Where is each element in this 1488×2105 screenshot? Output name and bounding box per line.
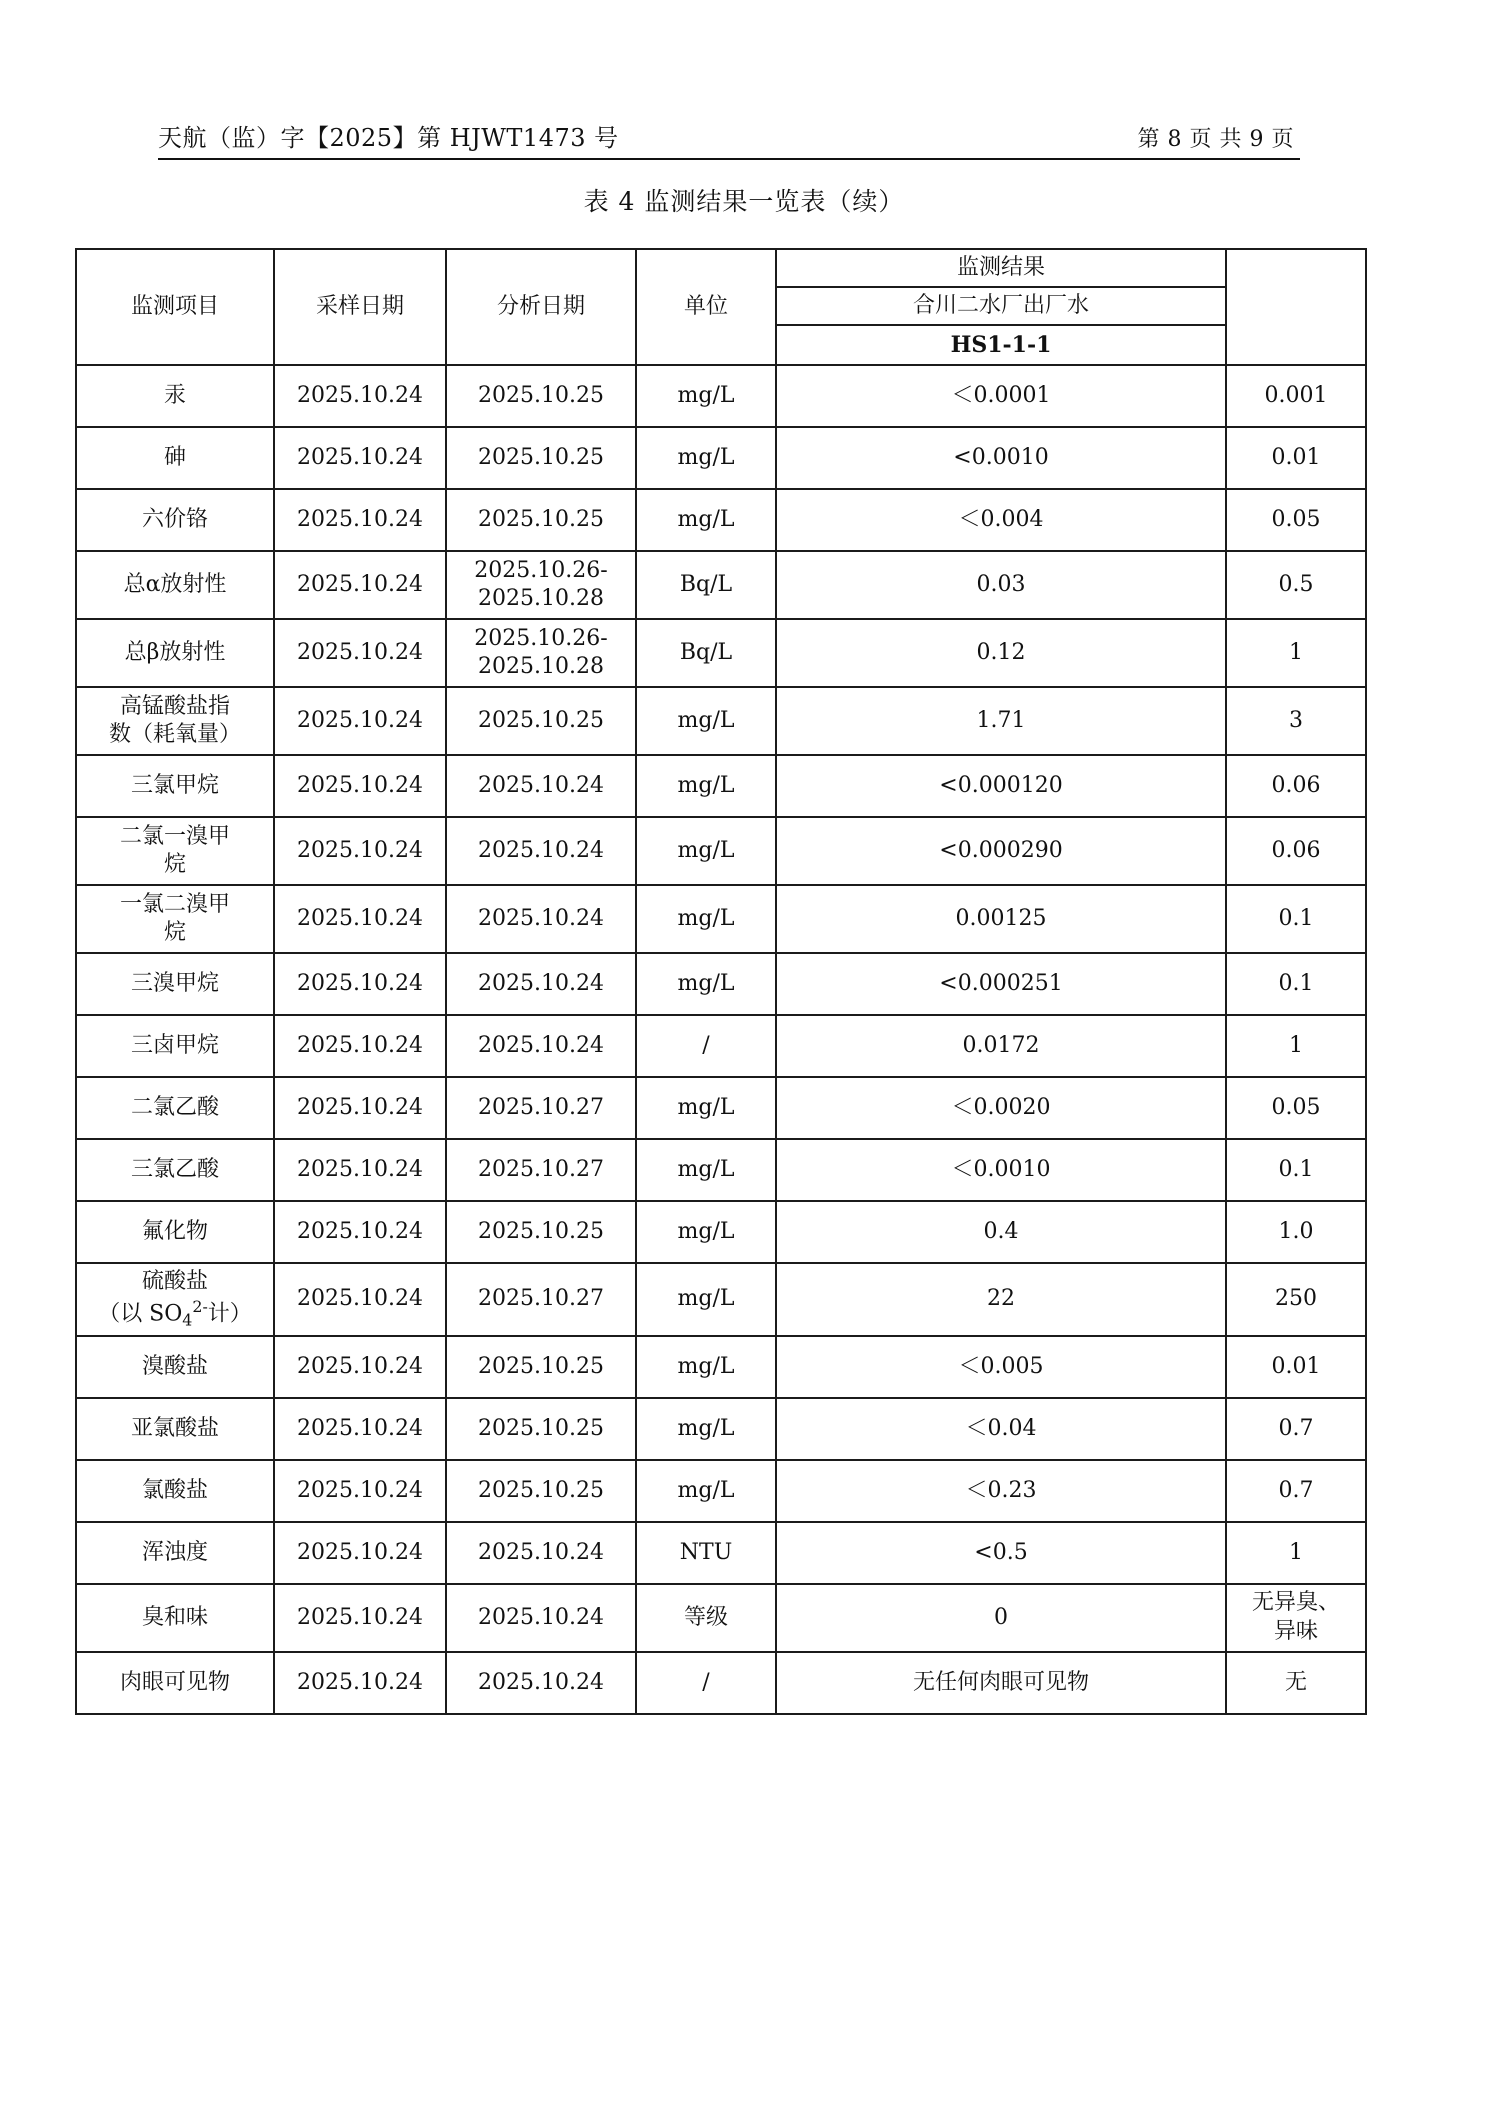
- cell-item: 砷: [76, 427, 274, 489]
- cell-analysis-date: 2025.10.24: [446, 1652, 636, 1714]
- cell-item: 高锰酸盐指 数（耗氧量）: [76, 687, 274, 755]
- table-row: [76, 687, 1366, 755]
- cell-result: 1.71: [776, 687, 1226, 755]
- cell-analysis-date: 2025.10.25: [446, 365, 636, 427]
- result-group-title: 监测结果: [777, 250, 1225, 288]
- cell-item: 亚氯酸盐: [76, 1398, 274, 1460]
- column-header-item: 监测项目: [76, 249, 274, 365]
- table-row: [76, 1077, 1366, 1139]
- cell-unit: mg/L: [636, 1201, 776, 1263]
- cell-unit: mg/L: [636, 755, 776, 817]
- cell-analysis-date: 2025.10.27: [446, 1139, 636, 1201]
- cell-analysis-date: 2025.10.27: [446, 1263, 636, 1335]
- cell-limit: 0.01: [1226, 1336, 1366, 1398]
- cell-result: ＜0.04: [776, 1398, 1226, 1460]
- cell-analysis-date: 2025.10.24: [446, 885, 636, 953]
- cell-item: 三溴甲烷: [76, 953, 274, 1015]
- cell-unit: Bq/L: [636, 619, 776, 687]
- cell-sample-date: 2025.10.24: [274, 1522, 446, 1584]
- cell-sample-date: 2025.10.24: [274, 1139, 446, 1201]
- cell-limit: 1: [1226, 1015, 1366, 1077]
- cell-result: ＜0.0010: [776, 1139, 1226, 1201]
- cell-analysis-date: 2025.10.25: [446, 1460, 636, 1522]
- cell-limit: 1.0: [1226, 1201, 1366, 1263]
- cell-result: <0.0010: [776, 427, 1226, 489]
- cell-item: 三卤甲烷: [76, 1015, 274, 1077]
- cell-sample-date: 2025.10.24: [274, 817, 446, 885]
- cell-sample-date: 2025.10.24: [274, 1077, 446, 1139]
- cell-result: ＜0.004: [776, 489, 1226, 551]
- cell-limit: 1: [1226, 1522, 1366, 1584]
- cell-sample-date: 2025.10.24: [274, 755, 446, 817]
- cell-analysis-date: 2025.10.24: [446, 817, 636, 885]
- cell-analysis-date: 2025.10.24: [446, 1584, 636, 1652]
- cell-item: 浑浊度: [76, 1522, 274, 1584]
- cell-unit: /: [636, 1015, 776, 1077]
- cell-limit: 0.05: [1226, 489, 1366, 551]
- table-row: [76, 1398, 1366, 1460]
- cell-result: 0.12: [776, 619, 1226, 687]
- cell-limit: 0.7: [1226, 1460, 1366, 1522]
- table-row: [76, 755, 1366, 817]
- column-header-analysis-date: 分析日期: [446, 249, 636, 365]
- cell-sample-date: 2025.10.24: [274, 619, 446, 687]
- cell-item: 三氯甲烷: [76, 755, 274, 817]
- cell-sample-date: 2025.10.24: [274, 1263, 446, 1335]
- result-group-code: HS1-1-1: [950, 332, 1052, 359]
- cell-item: 总β放射性: [76, 619, 274, 687]
- table-row: [76, 1522, 1366, 1584]
- cell-item: 一氯二溴甲 烷: [76, 885, 274, 953]
- cell-result: 0: [776, 1584, 1226, 1652]
- result-group-subtitle: 合川二水厂出厂水: [777, 288, 1225, 326]
- column-header-sample-date: 采样日期: [274, 249, 446, 365]
- table-row: [76, 817, 1366, 885]
- cell-analysis-date: 2025.10.24: [446, 755, 636, 817]
- cell-item: 肉眼可见物: [76, 1652, 274, 1714]
- cell-item: 二氯一溴甲 烷: [76, 817, 274, 885]
- cell-limit: 0.01: [1226, 427, 1366, 489]
- cell-result: ＜0.0020: [776, 1077, 1226, 1139]
- table-row: [76, 619, 1366, 687]
- cell-limit: 250: [1226, 1263, 1366, 1335]
- cell-limit: 无: [1226, 1652, 1366, 1714]
- table-row: [76, 1201, 1366, 1263]
- cell-sample-date: 2025.10.24: [274, 365, 446, 427]
- cell-result: 0.0172: [776, 1015, 1226, 1077]
- cell-sample-date: 2025.10.24: [274, 687, 446, 755]
- cell-item: 二氯乙酸: [76, 1077, 274, 1139]
- table-row: [76, 1139, 1366, 1201]
- document-code: 天航（监）字【2025】第 HJWT1473 号: [158, 124, 619, 152]
- cell-sample-date: 2025.10.24: [274, 1652, 446, 1714]
- table-row: [76, 1263, 1366, 1335]
- cell-unit: mg/L: [636, 953, 776, 1015]
- table-body: [76, 365, 1366, 1713]
- cell-unit: 等级: [636, 1584, 776, 1652]
- cell-unit: mg/L: [636, 365, 776, 427]
- cell-sample-date: 2025.10.24: [274, 1460, 446, 1522]
- cell-limit: 0.5: [1226, 551, 1366, 619]
- cell-sample-date: 2025.10.24: [274, 953, 446, 1015]
- results-table-container: [75, 248, 1365, 1715]
- cell-analysis-date: 2025.10.25: [446, 489, 636, 551]
- table-row: [76, 885, 1366, 953]
- cell-item: 硫酸盐 （以 $SO_4^{2-}$计）: [76, 1263, 274, 1335]
- cell-sample-date: 2025.10.24: [274, 1584, 446, 1652]
- column-header-unit: 单位: [636, 249, 776, 365]
- cell-item: 六价铬: [76, 489, 274, 551]
- cell-unit: mg/L: [636, 489, 776, 551]
- table-row: [76, 365, 1366, 427]
- cell-result: 无任何肉眼可见物: [776, 1652, 1226, 1714]
- cell-result: ＜0.0001: [776, 365, 1226, 427]
- cell-unit: mg/L: [636, 1398, 776, 1460]
- cell-analysis-date: 2025.10.25: [446, 1336, 636, 1398]
- cell-unit: NTU: [636, 1522, 776, 1584]
- header-divider: [158, 158, 1300, 160]
- table-row: [76, 953, 1366, 1015]
- cell-result: 0.4: [776, 1201, 1226, 1263]
- cell-limit: 1: [1226, 619, 1366, 687]
- cell-result: ＜0.23: [776, 1460, 1226, 1522]
- cell-result: 0.03: [776, 551, 1226, 619]
- cell-item: 汞: [76, 365, 274, 427]
- cell-item: 氯酸盐: [76, 1460, 274, 1522]
- cell-limit: 0.1: [1226, 953, 1366, 1015]
- cell-sample-date: 2025.10.24: [274, 489, 446, 551]
- cell-unit: mg/L: [636, 1263, 776, 1335]
- cell-sample-date: 2025.10.24: [274, 551, 446, 619]
- cell-sample-date: 2025.10.24: [274, 1015, 446, 1077]
- cell-unit: mg/L: [636, 817, 776, 885]
- cell-limit: 0.06: [1226, 755, 1366, 817]
- table-row: [76, 1015, 1366, 1077]
- cell-analysis-date: 2025.10.27: [446, 1077, 636, 1139]
- table-row: [76, 489, 1366, 551]
- cell-limit: 0.06: [1226, 817, 1366, 885]
- cell-result: <0.000120: [776, 755, 1226, 817]
- cell-sample-date: 2025.10.24: [274, 1201, 446, 1263]
- cell-item: 总α放射性: [76, 551, 274, 619]
- page-number: 第 8 页 共 9 页: [1137, 127, 1294, 152]
- column-header-limit: [1226, 249, 1366, 365]
- cell-limit: 无异臭、 异味: [1226, 1584, 1366, 1652]
- cell-unit: mg/L: [636, 687, 776, 755]
- cell-item: 三氯乙酸: [76, 1139, 274, 1201]
- cell-item: 氟化物: [76, 1201, 274, 1263]
- cell-unit: mg/L: [636, 1460, 776, 1522]
- cell-item: 臭和味: [76, 1584, 274, 1652]
- cell-limit: 3: [1226, 687, 1366, 755]
- cell-result: ＜0.005: [776, 1336, 1226, 1398]
- cell-analysis-date: 2025.10.24: [446, 1015, 636, 1077]
- cell-limit: 0.001: [1226, 365, 1366, 427]
- cell-analysis-date: 2025.10.25: [446, 1201, 636, 1263]
- cell-sample-date: 2025.10.24: [274, 1398, 446, 1460]
- cell-result: 0.00125: [776, 885, 1226, 953]
- cell-analysis-date: 2025.10.26- 2025.10.28: [446, 619, 636, 687]
- cell-analysis-date: 2025.10.25: [446, 1398, 636, 1460]
- cell-analysis-date: 2025.10.26- 2025.10.28: [446, 551, 636, 619]
- cell-analysis-date: 2025.10.24: [446, 953, 636, 1015]
- cell-limit: 0.1: [1226, 1139, 1366, 1201]
- cell-unit: mg/L: [636, 1139, 776, 1201]
- cell-unit: mg/L: [636, 1336, 776, 1398]
- table-head: [76, 249, 1366, 365]
- cell-limit: 0.05: [1226, 1077, 1366, 1139]
- cell-sample-date: 2025.10.24: [274, 427, 446, 489]
- cell-result: <0.000251: [776, 953, 1226, 1015]
- page-header: [158, 118, 1298, 153]
- cell-analysis-date: 2025.10.24: [446, 1522, 636, 1584]
- cell-result: <0.5: [776, 1522, 1226, 1584]
- table-row: [76, 1584, 1366, 1652]
- table-row: [76, 1460, 1366, 1522]
- table-row: [76, 1336, 1366, 1398]
- monitoring-results-table: [75, 248, 1367, 1715]
- cell-result: 22: [776, 1263, 1226, 1335]
- cell-unit: mg/L: [636, 1077, 776, 1139]
- cell-limit: 0.7: [1226, 1398, 1366, 1460]
- cell-limit: 0.1: [1226, 885, 1366, 953]
- cell-result: <0.000290: [776, 817, 1226, 885]
- table-row: [76, 427, 1366, 489]
- cell-sample-date: 2025.10.24: [274, 885, 446, 953]
- table-row: [76, 551, 1366, 619]
- cell-unit: mg/L: [636, 427, 776, 489]
- cell-unit: mg/L: [636, 885, 776, 953]
- cell-analysis-date: 2025.10.25: [446, 687, 636, 755]
- cell-unit: Bq/L: [636, 551, 776, 619]
- table-title: 表 4 监测结果一览表（续）: [583, 187, 905, 216]
- table-row: [76, 1652, 1366, 1714]
- cell-analysis-date: 2025.10.25: [446, 427, 636, 489]
- cell-item: 溴酸盐: [76, 1336, 274, 1398]
- column-header-result-group: [776, 249, 1226, 365]
- cell-unit: /: [636, 1652, 776, 1714]
- cell-sample-date: 2025.10.24: [274, 1336, 446, 1398]
